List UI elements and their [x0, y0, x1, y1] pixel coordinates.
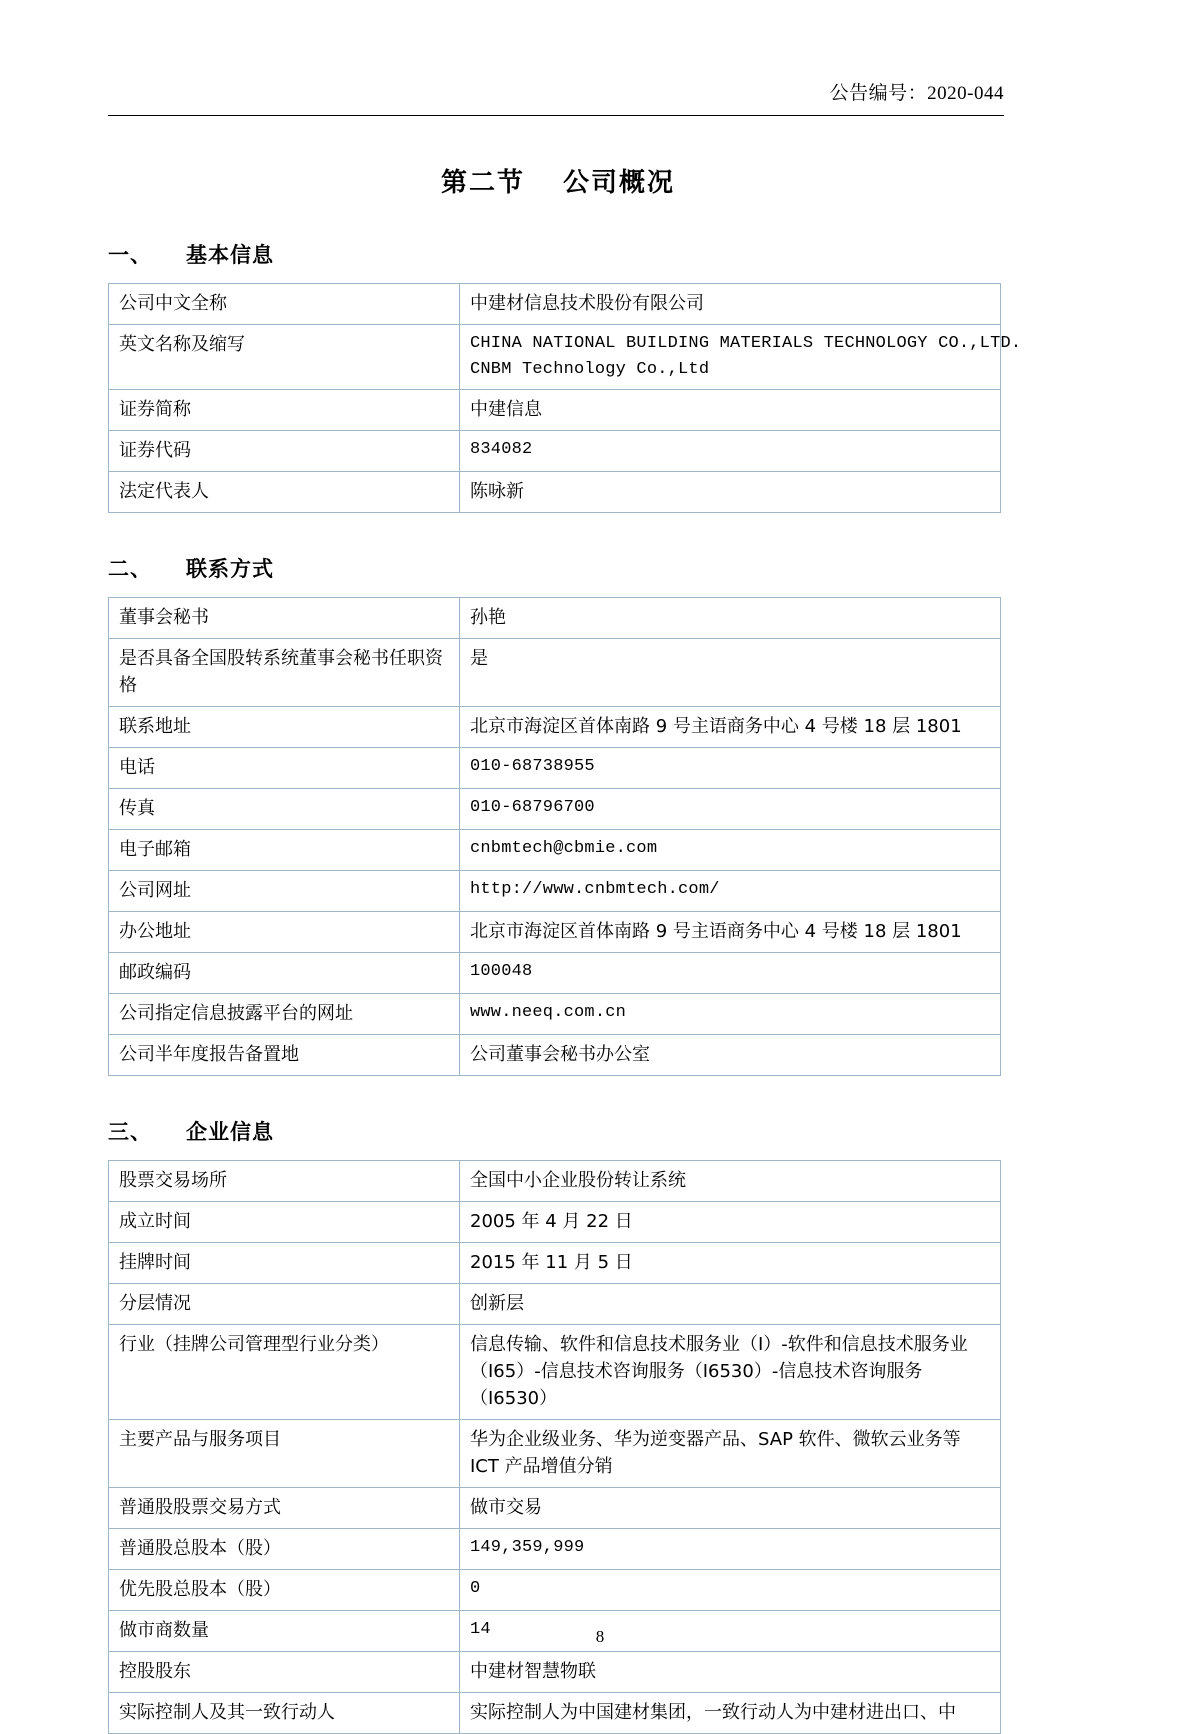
row-label: 办公地址 [109, 912, 460, 953]
section-heading-basic-info [108, 239, 1008, 269]
section-name-2: 联系方式 [186, 557, 274, 581]
row-value: 信息传输、软件和信息技术服务业（I）-软件和信息技术服务业（I65）-信息技术咨询服务（I6530）-信息技术咨询服务（I6530） [460, 1325, 1001, 1420]
table-row [109, 912, 1001, 953]
row-label: 董事会秘书 [109, 598, 460, 639]
table-row [109, 598, 1001, 639]
table-row [109, 1488, 1001, 1529]
row-label: 做市商数量 [109, 1611, 460, 1652]
table-row [109, 390, 1001, 431]
row-value: 全国中小企业股份转让系统 [460, 1161, 1001, 1202]
table-row [109, 871, 1001, 912]
row-value: 中建材信息技术股份有限公司 [460, 284, 1001, 325]
row-value: 2015 年 11 月 5 日 [460, 1243, 1001, 1284]
row-value: cnbmtech@cbmie.com [460, 830, 1001, 871]
page-content [108, 0, 1022, 1734]
row-label: 英文名称及缩写 [109, 325, 460, 390]
table-row [109, 707, 1001, 748]
row-value: 北京市海淀区首体南路 9 号主语商务中心 4 号楼 18 层 1801 [460, 912, 1001, 953]
row-value: 陈咏新 [460, 472, 1001, 513]
row-label: 证券简称 [109, 390, 460, 431]
section-number-3: 三、 [108, 1120, 152, 1144]
table-row [109, 1570, 1001, 1611]
row-label: 证券代码 [109, 431, 460, 472]
table-enterprise-info [108, 1160, 1001, 1734]
row-label: 电话 [109, 748, 460, 789]
table-row [109, 1202, 1001, 1243]
section-number-1: 一、 [108, 243, 152, 267]
row-value: 做市交易 [460, 1488, 1001, 1529]
row-label: 法定代表人 [109, 472, 460, 513]
row-label: 普通股股票交易方式 [109, 1488, 460, 1529]
table-row [109, 431, 1001, 472]
row-label: 实际控制人及其一致行动人 [109, 1693, 460, 1734]
row-label: 股票交易场所 [109, 1161, 460, 1202]
row-label: 成立时间 [109, 1202, 460, 1243]
table-row [109, 953, 1001, 994]
row-value: 中建材智慧物联 [460, 1652, 1001, 1693]
row-label: 电子邮箱 [109, 830, 460, 871]
table-contact-info [108, 597, 1001, 1076]
section-number-2: 二、 [108, 557, 152, 581]
row-value: 是 [460, 639, 1001, 707]
page-title [108, 162, 1008, 199]
row-value [460, 325, 1022, 390]
table-row [109, 1161, 1001, 1202]
table-row [109, 1652, 1001, 1693]
row-label: 传真 [109, 789, 460, 830]
table-row [109, 1529, 1001, 1570]
row-label: 联系地址 [109, 707, 460, 748]
row-label: 邮政编码 [109, 953, 460, 994]
row-value: www.neeq.com.cn [460, 994, 1001, 1035]
section-name-1: 基本信息 [186, 243, 274, 267]
table-row [109, 1420, 1001, 1488]
table-row [109, 1693, 1001, 1734]
table-row [109, 472, 1001, 513]
row-value: 创新层 [460, 1284, 1001, 1325]
row-label: 公司半年度报告备置地 [109, 1035, 460, 1076]
row-label: 行业（挂牌公司管理型行业分类） [109, 1325, 460, 1420]
row-value-website: http://www.cnbmtech.com/ [460, 871, 1001, 912]
row-value: 010-68738955 [460, 748, 1001, 789]
table-row [109, 789, 1001, 830]
table-row [109, 1284, 1001, 1325]
table-row [109, 284, 1001, 325]
row-label: 优先股总股本（股） [109, 1570, 460, 1611]
row-value: 010-68796700 [460, 789, 1001, 830]
row-value: 实际控制人为中国建材集团，一致行动人为中建材进出口、中 [460, 1693, 1001, 1734]
row-label: 普通股总股本（股） [109, 1529, 460, 1570]
table-row [109, 1243, 1001, 1284]
row-value: 0 [460, 1570, 1001, 1611]
table-row [109, 325, 1001, 390]
page-header [108, 0, 1008, 116]
row-label: 是否具备全国股转系统董事会秘书任职资格 [109, 639, 460, 707]
row-value: 149,359,999 [460, 1529, 1001, 1570]
row-value: 公司董事会秘书办公室 [460, 1035, 1001, 1076]
section-name-3: 企业信息 [186, 1120, 274, 1144]
announcement-number: 公告编号：2020-044 [829, 83, 1004, 104]
row-value: 2005 年 4 月 22 日 [460, 1202, 1001, 1243]
table-row [109, 639, 1001, 707]
row-value: 华为企业级业务、华为逆变器产品、SAP 软件、微软云业务等 ICT 产品增值分销 [460, 1420, 1001, 1488]
section-heading-contact [108, 553, 1008, 583]
page-footer-number: 8 [595, 1627, 605, 1646]
header-divider [108, 115, 1004, 116]
title-section-label: 第二节 [440, 168, 525, 198]
row-value: 100048 [460, 953, 1001, 994]
row-value: 孙艳 [460, 598, 1001, 639]
row-label: 挂牌时间 [109, 1243, 460, 1284]
table-row [109, 830, 1001, 871]
table-row [109, 994, 1001, 1035]
title-section-name: 公司概况 [563, 168, 676, 198]
row-label: 公司网址 [109, 871, 460, 912]
table-row [109, 1035, 1001, 1076]
table-row [109, 1325, 1001, 1420]
row-value: 834082 [460, 431, 1001, 472]
row-label: 公司指定信息披露平台的网址 [109, 994, 460, 1035]
section-heading-enterprise [108, 1116, 1008, 1146]
row-label: 分层情况 [109, 1284, 460, 1325]
row-label: 公司中文全称 [109, 284, 460, 325]
row-label: 主要产品与服务项目 [109, 1420, 460, 1488]
row-value-line1: CHINA NATIONAL BUILDING MATERIALS TECHNOLOGY CO.,LTD. [470, 334, 1022, 353]
row-value: 中建信息 [460, 390, 1001, 431]
table-row [109, 748, 1001, 789]
row-value: 14 [460, 1611, 1001, 1652]
row-label: 控股股东 [109, 1652, 460, 1693]
row-value: 北京市海淀区首体南路 9 号主语商务中心 4 号楼 18 层 1801 [460, 707, 1001, 748]
table-basic-info [108, 283, 1022, 513]
row-value-line2: CNBM Technology Co.,Ltd [470, 359, 710, 379]
